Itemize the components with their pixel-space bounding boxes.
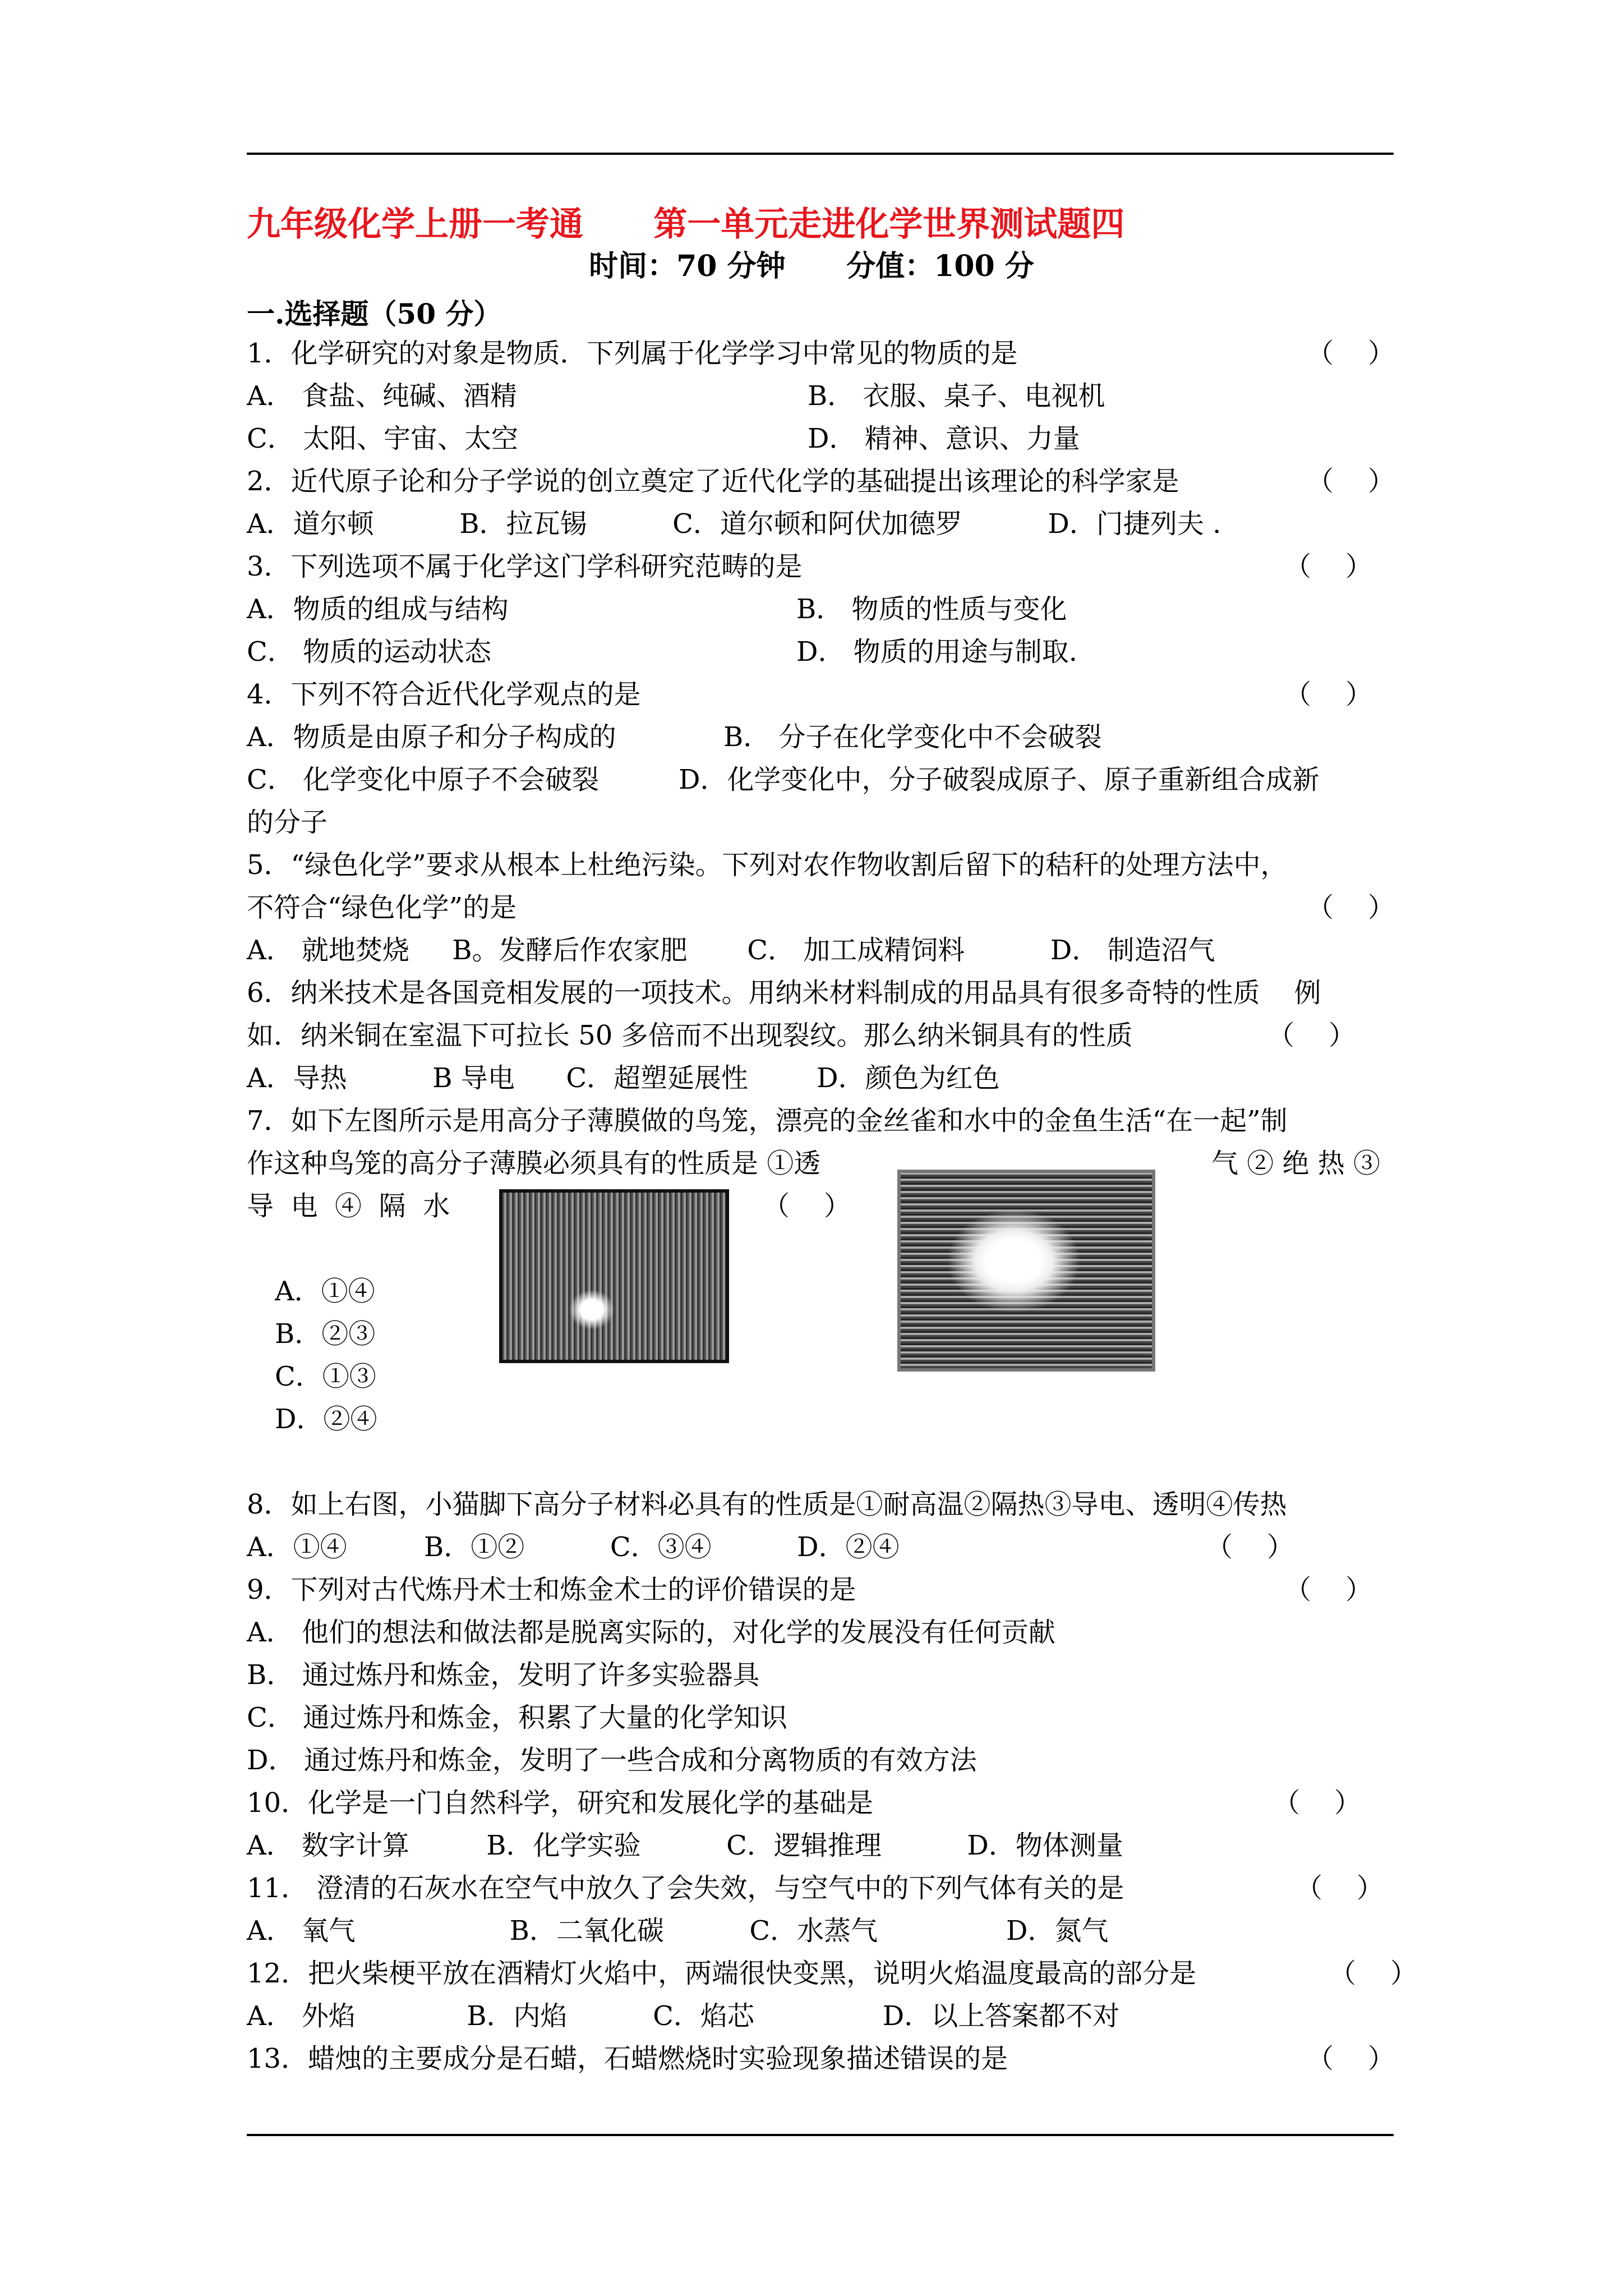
q3-option-c: C． 物质的运动状态	[247, 636, 491, 668]
q10-answer-bracket: （ ）	[1273, 1787, 1362, 1819]
q3-option-b: B． 物质的性质与变化	[796, 593, 1067, 625]
q6-answer-bracket: （ ）	[1267, 1020, 1356, 1051]
q3-answer-bracket: （ ）	[1284, 551, 1373, 582]
q9-option-a: A． 他们的想法和做法都是脱离实际的，对化学的发展没有任何贡献	[247, 1617, 1055, 1648]
q7-stem-line2: 作这种鸟笼的高分子薄膜必须具有的性质是 ①透	[247, 1148, 821, 1179]
q12-answer-bracket: （ ）	[1329, 1958, 1418, 1989]
q4-option-c: C． 化学变化中原子不会破裂	[247, 764, 599, 795]
q4-option-d: D．化学变化中，分子破裂成原子、原子重新组合成新	[679, 764, 1320, 795]
q9-option-b: B． 通过炼丹和炼金，发明了许多实验器具	[247, 1659, 760, 1691]
q5-answer-bracket: （ ）	[1307, 892, 1395, 923]
cat-on-film-image	[897, 1170, 1155, 1372]
section-heading: 一.选择题（50 分）	[247, 297, 502, 330]
q9-option-c: C． 通过炼丹和炼金，积累了大量的化学知识	[247, 1702, 787, 1733]
q7-stem-line1: 7．如下左图所示是用高分子薄膜做的鸟笼，漂亮的金丝雀和水中的金鱼生活“在一起”制	[247, 1105, 1288, 1137]
q1-stem: 1．化学研究的对象是物质．下列属于化学学习中常见的物质的是	[247, 338, 1018, 369]
q10-stem: 10．化学是一门自然科学，研究和发展化学的基础是	[247, 1787, 874, 1819]
q3-option-a: A．物质的组成与结构	[247, 593, 509, 625]
q6-stem-line1: 6．纳米技术是各国竞相发展的一项技术。用纳米材料制成的用品具有很多奇特的性质 例	[247, 977, 1321, 1009]
q9-answer-bracket: （ ）	[1284, 1574, 1373, 1605]
q8-answer-bracket: （ ）	[1206, 1531, 1294, 1563]
q1-option-c: C． 太阳、宇宙、太空	[247, 423, 518, 454]
q13-stem: 13．蜡烛的主要成分是石蜡，石蜡燃烧时实验现象描述错误的是	[247, 2043, 1008, 2074]
q7-option-a: A．①④	[275, 1276, 375, 1307]
q13-answer-bracket: （ ）	[1307, 2043, 1395, 2074]
q9-option-d: D． 通过炼丹和炼金，发明了一些合成和分离物质的有效方法	[247, 1745, 977, 1776]
q1-option-a: A． 食盐、纯碱、酒精	[247, 380, 517, 412]
q2-answer-bracket: （ ）	[1307, 466, 1395, 497]
document-title: 九年级化学上册一考通 第一单元走进化学世界测试题四	[247, 205, 1125, 244]
q6-stem-line2: 如．纳米铜在室温下可拉长 50 多倍而不出现裂纹。那么纳米铜具有的性质	[247, 1020, 1133, 1051]
q7-option-b: B．②③	[275, 1318, 376, 1350]
q8-stem: 8．如上右图，小猫脚下高分子材料必具有的性质是①耐高温②隔热③导电、透明④传热	[247, 1489, 1287, 1520]
q7-option-d: D．②④	[275, 1404, 377, 1435]
q7-stem-line2-end: 气 ② 绝 热 ③	[1211, 1148, 1381, 1179]
q1-option-d: D． 精神、意识、力量	[808, 423, 1080, 454]
q2-options: A．道尔顿 B．拉瓦锡 C．道尔顿和阿伏加德罗 D．门捷列夫 .	[247, 508, 1221, 540]
birdcage-film-image	[499, 1189, 729, 1363]
q12-stem: 12．把火柴梗平放在酒精灯火焰中，两端很快变黑，说明火焰温度最高的部分是	[247, 1958, 1197, 1989]
document-subtitle: 时间：70 分钟 分值：100 分	[589, 249, 1034, 283]
q11-answer-bracket: （ ）	[1295, 1872, 1384, 1904]
q7-option-c: C．①③	[275, 1361, 376, 1392]
bottom-rule	[247, 2134, 1394, 2136]
q12-options: A． 外焰 B．内焰 C．焰芯 D．以上答案都不对	[247, 2000, 1120, 2032]
q4-answer-bracket: （ ）	[1284, 679, 1373, 710]
q1-option-b: B． 衣服、桌子、电视机	[808, 380, 1105, 412]
q4-stem: 4．下列不符合近代化学观点的是	[247, 679, 641, 710]
q5-stem-line2: 不符合“绿色化学”的是	[247, 892, 517, 923]
q8-options: A．①④ B．①② C．③④ D．②④	[247, 1531, 900, 1563]
q3-option-d: D． 物质的用途与制取.	[796, 636, 1078, 668]
q2-stem: 2．近代原子论和分子学说的创立奠定了近代化学的基础提出该理论的科学家是	[247, 466, 1179, 497]
q6-options: A．导热 B 导电 C．超塑延展性 D．颜色为红色	[247, 1062, 1000, 1094]
q11-stem: 11． 澄清的石灰水在空气中放久了会失效，与空气中的下列气体有关的是	[247, 1872, 1124, 1904]
q4-option-b: B． 分子在化学变化中不会破裂	[723, 721, 1102, 753]
q5-stem-line1: 5．“绿色化学”要求从根本上杜绝污染。下列对农作物收割后留下的秸秆的处理方法中，	[247, 849, 1288, 881]
q11-options: A． 氧气 B．二氧化碳 C．水蒸气 D．氮气	[247, 1915, 1109, 1947]
q3-stem: 3．下列选项不属于化学这门学科研究范畴的是	[247, 551, 803, 582]
q1-answer-bracket: （ ）	[1307, 338, 1395, 369]
q4-option-d-continued: 的分子	[247, 807, 328, 838]
q4-option-a: A．物质是由原子和分子构成的	[247, 721, 616, 753]
q7-answer-bracket: （ ）	[763, 1190, 851, 1222]
q5-options: A． 就地焚烧 B。发酵后作农家肥 C． 加工成精饲料 D． 制造沼气	[247, 935, 1215, 966]
q7-stem-line3: 导 电 ④ 隔 水	[247, 1190, 450, 1222]
q9-stem: 9．下列对古代炼丹术士和炼金术士的评价错误的是	[247, 1574, 856, 1605]
q10-options: A． 数字计算 B．化学实验 C．逻辑推理 D．物体测量	[247, 1830, 1123, 1861]
top-rule	[247, 153, 1394, 155]
